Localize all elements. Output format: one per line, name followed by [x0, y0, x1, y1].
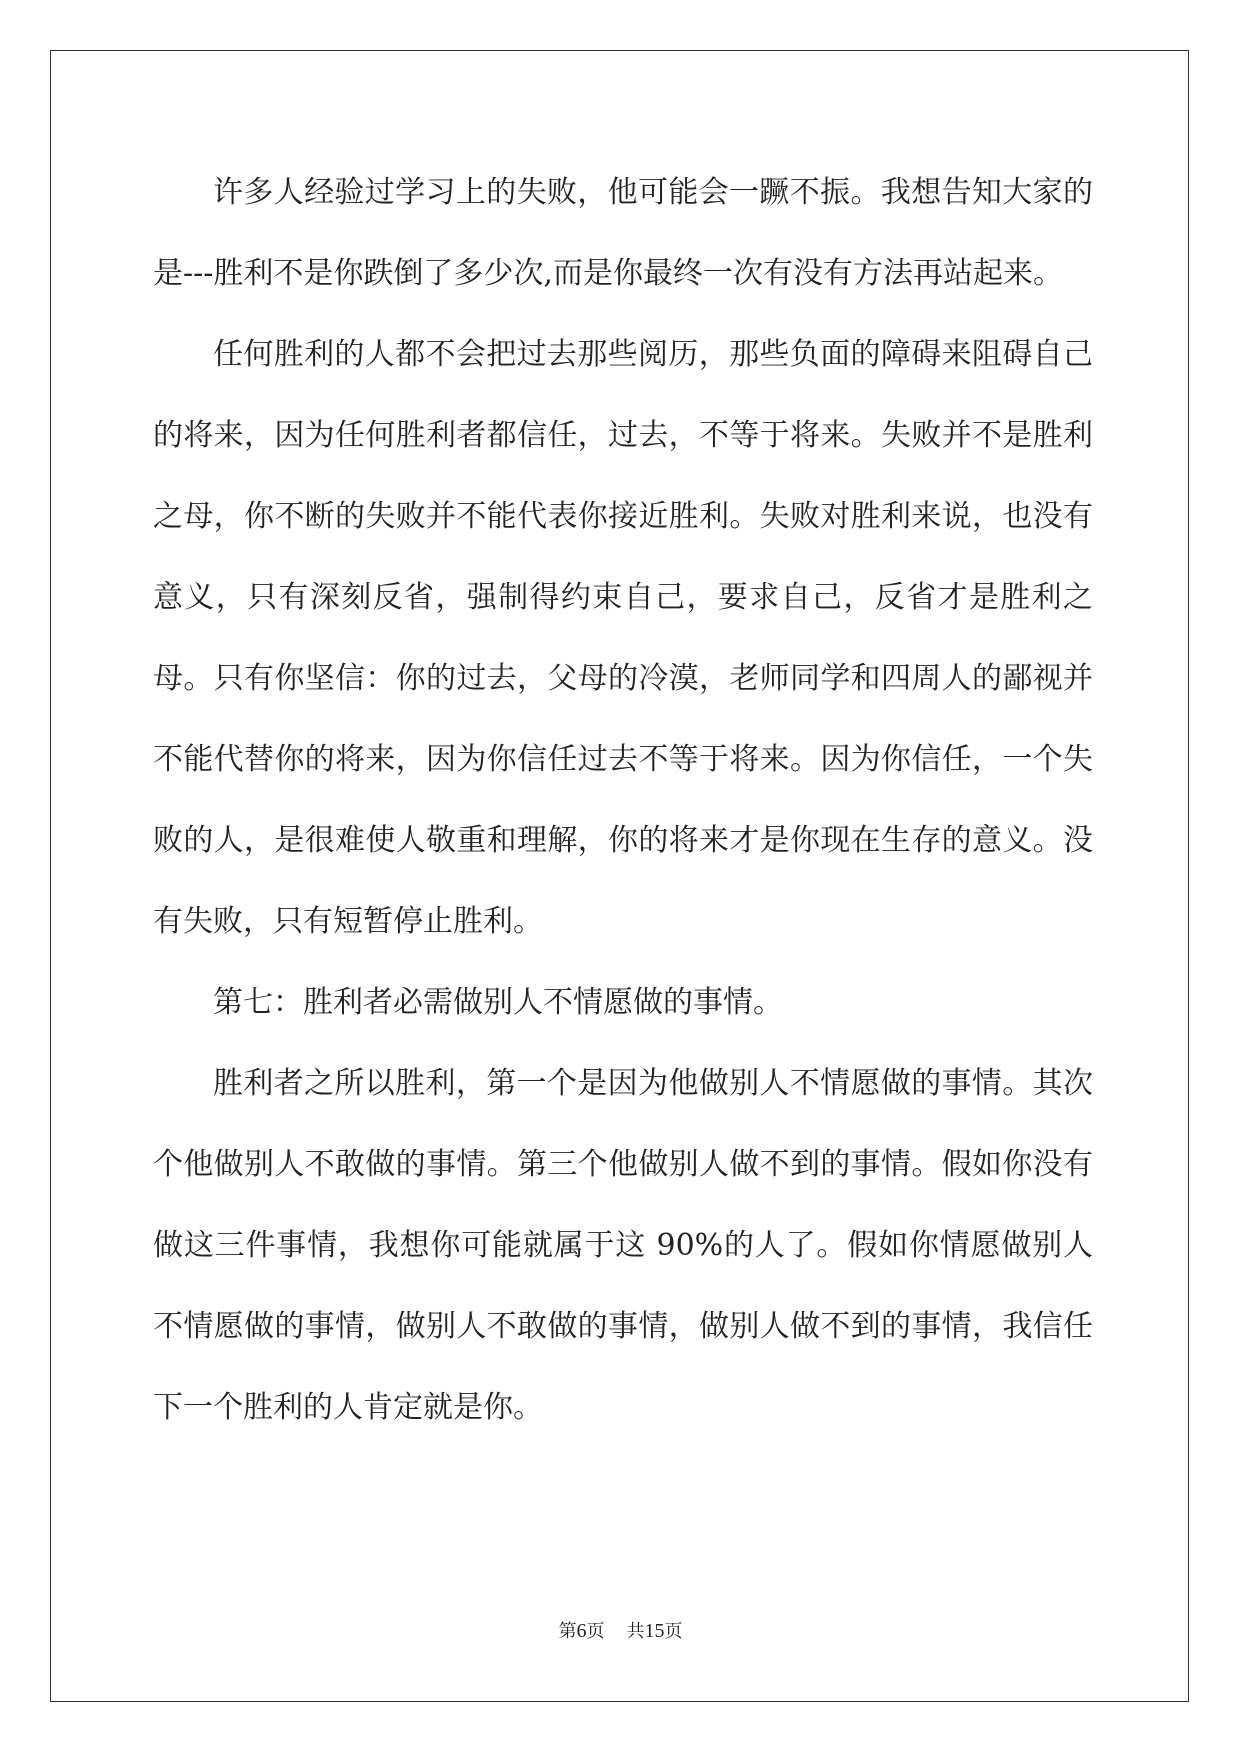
- page-prefix: 第: [558, 1621, 577, 1642]
- paragraph: 任何胜利的人都不会把过去那些阅历，那些负面的障碍来阻碍自己的将来，因为任何胜利者都信任，过去，不等于将来。失败并不是胜利之母，你不断的失败并不能代表你接近胜利。失败对胜利来说，也没有意义，只有深刻反省，强制得约束自己，要求自己，反省才是胜利之母。只有你坚信：你的过去，父母的冷漠，老师同学和四周人的鄙视并不能代替你的将来，因为你信任过去不等于将来。因为你信任，一个失败的人，是很难使人敬重和理解，你的将来才是你现在生存的意义。没有失败，只有短暂停止胜利。: [153, 337, 1093, 939]
- page-footer: [0, 1617, 1241, 1643]
- page-number: 6: [576, 1620, 587, 1642]
- total-prefix: 共: [626, 1621, 645, 1642]
- paragraph: 胜利者之所以胜利，第一个是因为他做别人不情愿做的事情。其次个他做别人不敢做的事情。第三个他做别人做不到的事情。假如你没有做这三件事情，我想你可能就属于这 90%的人了。假如你情愿做别人不情愿做的事情，做别人不敢做的事情，做别人做不到的事情，我信任下一个胜利的人肯定就是你。: [153, 1066, 1093, 1425]
- section-heading: 第七：胜利者必需做别人不情愿做的事情。: [213, 985, 783, 1020]
- paragraph: 许多人经验过学习上的失败，他可能会一蹶不振。我想告知大家的是---胜利不是你跌倒了多少次,而是你最终一次有没有方法再站起来。: [153, 175, 1093, 291]
- page-suffix: 页: [586, 1621, 605, 1642]
- document-body: [153, 152, 1093, 1448]
- total-suffix: 页: [664, 1621, 683, 1642]
- total-pages: 15: [644, 1620, 665, 1642]
